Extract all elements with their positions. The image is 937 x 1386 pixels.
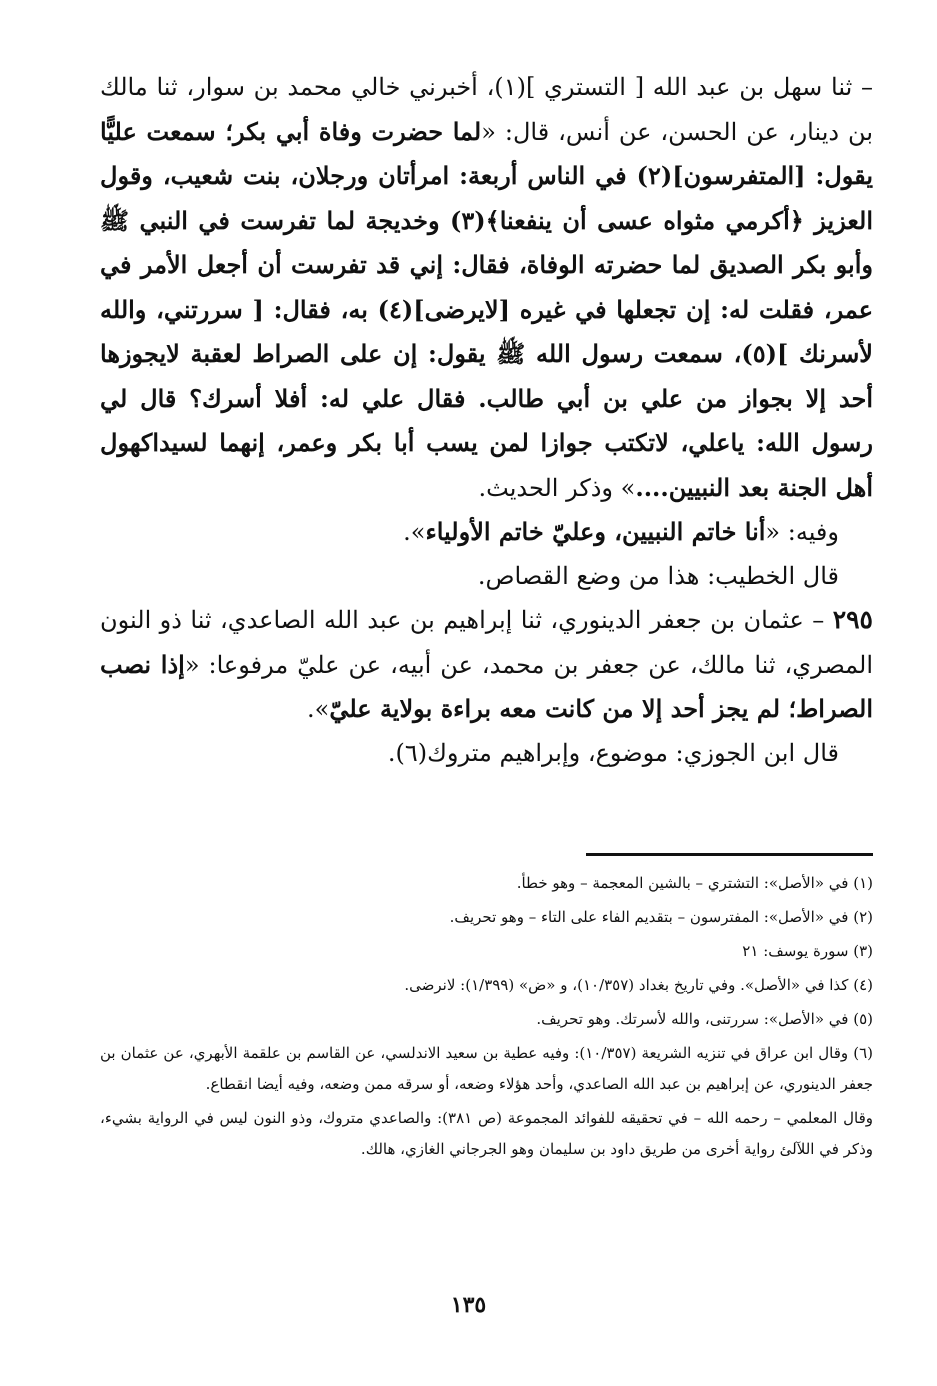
main-text xyxy=(100,66,873,775)
footnote-1: (١) في «الأصل»: التشتري – بالشين المعجمة – وهو خطأ. xyxy=(516,874,873,892)
isnad-text: – عثمان بن جعفر الدينوري، ثنا إبراهيم بن عبد الله الصاعدي، ثنا ذو النون المصري، ثنا مالك، عن جعفر بن محمد، عن أبيه، عن عليّ مرفوعا: « xyxy=(100,606,874,679)
footnote-separator xyxy=(586,853,873,856)
footnote-6-continued: وقال المعلمي – رحمه الله – في تحقيقه للفوائد المجموعة (ص ٣٨١): والصاعدي متروك، وذو النون ليس في الرواية بشيء، وذكر في اللآلئ رواية أخرى من طريق داود بن سليمان وهو الجرجاني الغازي، هالك. xyxy=(100,1109,873,1158)
variant-intro: وفيه: « xyxy=(765,518,839,546)
paragraph-hadith-295 xyxy=(100,598,873,732)
footnote-2: (٢) في «الأصل»: المفترسون – بتقديم الفاء على التاء – وهو تحريف. xyxy=(449,908,873,926)
hadith-matn: إذا نصب الصراط؛ لم يجز أحد إلا من كانت معه براءة بولاية عليّ xyxy=(100,649,873,723)
footnote-5: (٥) في «الأصل»: سررتنى، والله لأسرتك. وهو تحريف. xyxy=(536,1010,873,1028)
isnad-text: – ثنا سهل بن عبد الله [ التستري ](١)، أخبرني خالي محمد بن سوار، ثنا مالك بن دينار، عن الحسن، عن أنس، قال: « xyxy=(100,73,874,146)
paragraph-hadith-294 xyxy=(100,66,873,510)
paragraph-ibn-jawzi-comment: قال ابن الجوزي: موضوع، وإبراهيم متروك(٦). xyxy=(387,738,839,767)
variant-matn: أنا خاتم النبيين، وعليّ خاتم الأولياء xyxy=(425,517,766,546)
hadith-matn: لما حضرت وفاة أبي بكر؛ سمعت عليًّا يقول: [المتفرسون](٢) في الناس أربعة: امرأتان ورجلان، بنت شعيب، وقول العزيز ﴿أكرمي مثواه عسى أن ينفعنا﴾(٣) وخديجة لما تفرست في النبي ﷺ وأبو بكر الصديق لما حضرته الوفاة، فقال: إني قد تفرست أن أجعل الأمر في عمر، فقلت له: إن تجعلها في غيره [لايرضى](٤) به، فقال: [ سررتني، والله لأسرنك ](٥)، سمعت رسول الله ﷺ يقول: إن على الصراط لعقبة لايجوزها أحد إلا بجواز من علي بن أبي طالب. فقال علي له: أفلا أسرك؟ قال لي رسول الله: ياعلي، لاتكتب جوازا لمن يسب أبا بكر وعمر، إنهما لسيداكهول أهل الجنة بعد النبيين.... xyxy=(100,116,874,502)
footnote-6: (٦) وقال ابن عراق في تنزيه الشريعة (١٠/٣٥٧): وفيه عطية بن سعيد الاندلسي، عن القاسم بن علقمة الأبهري، عن عثمان بن جعفر الدينوري، عن إبراهيم بن عبد الله الصاعدي، وأحد هؤلاء وضعه، أو سرقه ممن وضعه، وفيه أيضا انقطاع. xyxy=(100,1044,873,1093)
hadith-end-text: ». xyxy=(307,695,330,723)
hadith-end-text: » وذكر الحديث. xyxy=(478,473,636,502)
footnote-4: (٤) كذا في «الأصل». وفي تاريخ بغداد (١٠/٣٥٧)، و «ض» (١/٣٩٩): لانرضى. xyxy=(404,976,873,994)
variant-close: ». xyxy=(403,518,426,546)
entry-number: ٢٩٥ xyxy=(832,605,873,634)
footnote-3: (٣) سورة يوسف: ٢١ xyxy=(742,942,873,960)
paragraph-khatib-comment: قال الخطيب: هذا من وضع القصاص. xyxy=(477,561,839,590)
paragraph-variant xyxy=(100,510,873,555)
footnotes xyxy=(100,868,873,1168)
page-number: ١٣٥ xyxy=(450,1292,487,1318)
